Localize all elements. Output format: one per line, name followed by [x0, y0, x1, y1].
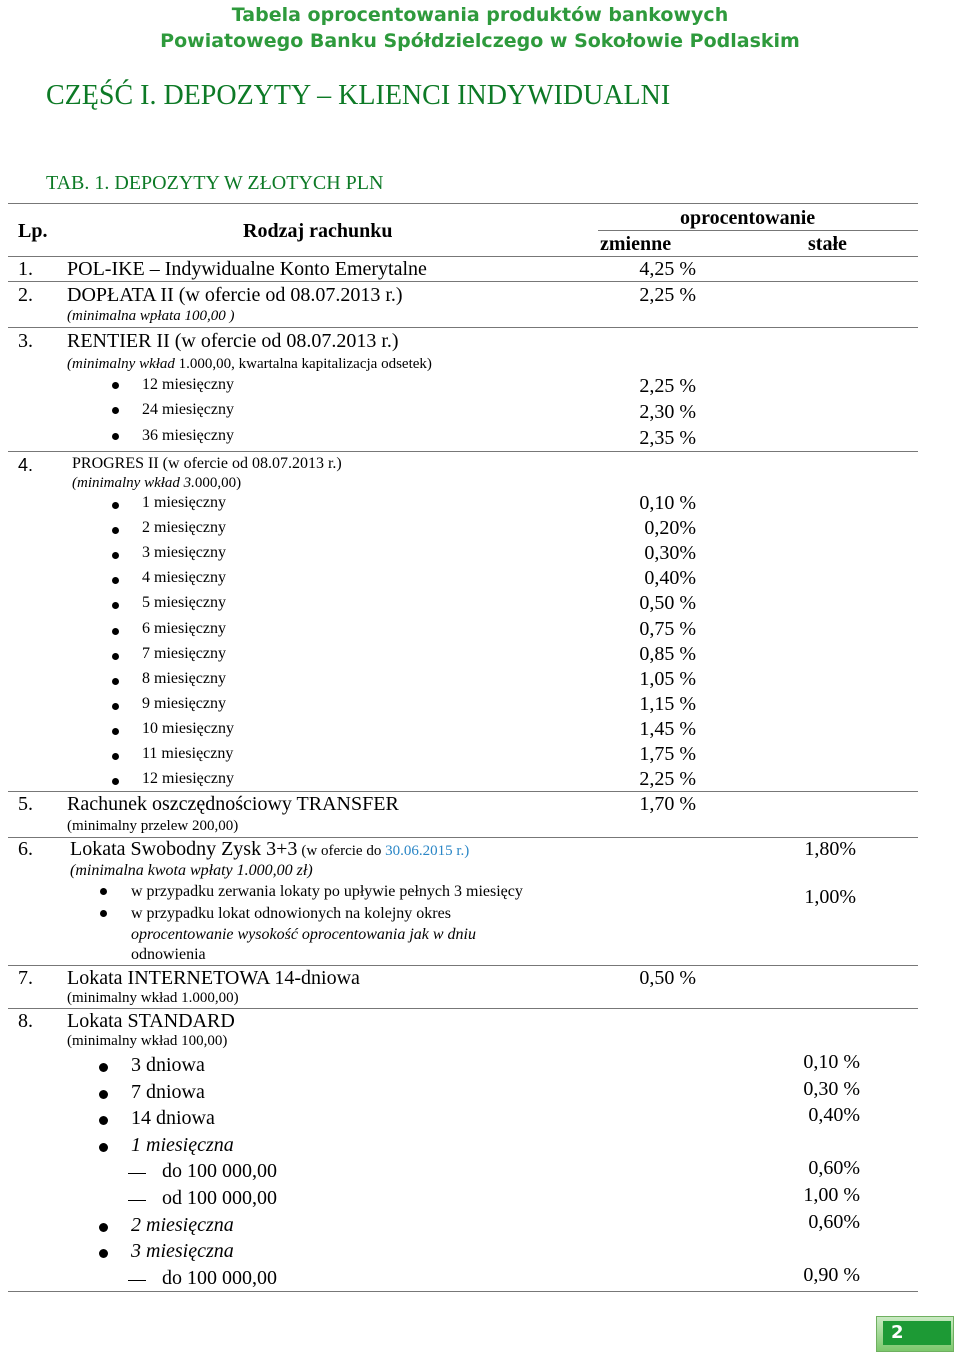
r8-item-label: od 100 000,00: [162, 1187, 277, 1209]
r4-item-label: 2 miesięczny: [142, 519, 226, 537]
bullet-icon: [112, 577, 119, 584]
dash-icon: [128, 1280, 146, 1281]
r4-item-rate: 1,05 %: [639, 667, 696, 690]
row-2-note: (minimalna wpłata 100,00 ): [67, 308, 235, 324]
bullet-icon: [112, 407, 119, 414]
row-3-note: [67, 356, 432, 373]
row-7-rate: 0,50 %: [639, 967, 696, 989]
r8-item-label: 1 miesięczna: [131, 1133, 234, 1156]
bullet-icon: [112, 678, 119, 685]
r8-item-label: do 100 000,00: [162, 1160, 277, 1183]
row-8-note: (minimalny wkład 100,00): [67, 1033, 228, 1049]
row-6-rate: 1,80%: [804, 838, 856, 860]
r3-item-2-rate: 2,30 %: [639, 401, 696, 423]
r4-item-label: 12 miesięczny: [142, 770, 234, 788]
bullet-icon: [112, 728, 119, 735]
row-7-name: Lokata INTERNETOWA 14-dniowa: [67, 967, 360, 989]
dash-icon: [128, 1200, 146, 1201]
r4-item-rate: 1,15 %: [639, 692, 696, 715]
column-type: Rodzaj rachunku: [243, 220, 393, 242]
row-6-bullet-2c: odnowienia: [131, 946, 206, 963]
bullet-icon: [112, 753, 119, 760]
row-3-no: 3.: [18, 330, 33, 352]
row-1-rate: 4,25 %: [639, 258, 696, 280]
row-rule: [8, 451, 918, 452]
r4-item-rate: 0,30%: [644, 542, 696, 565]
row-2-name: DOPŁATA II (w ofercie od 08.07.2013 r.): [67, 284, 403, 306]
bullet-icon: [99, 1143, 108, 1152]
rate-group-rule: [598, 230, 918, 231]
r4-item-rate: 1,45 %: [639, 717, 696, 740]
header-bottom-rule: [8, 256, 918, 257]
row-rule: [8, 1008, 918, 1009]
bullet-icon: [112, 552, 119, 559]
column-fixed: stałe: [808, 233, 847, 255]
row-6-note: (minimalna kwota wpłaty 1.000,00 zł): [70, 862, 313, 879]
dash-icon: [128, 1173, 146, 1174]
r3-item-2-label: 24 miesięczny: [142, 401, 234, 418]
row-2-rate: 2,25 %: [639, 284, 696, 306]
r4-item-rate: 1,75 %: [639, 743, 696, 765]
r8-item-label: 2 miesięczna: [131, 1213, 234, 1236]
document-header-line2: Powiatowego Banku Spółdzielczego w Sokołowie Podlaskim: [160, 30, 800, 52]
r3-item-1-label: 12 miesięczny: [142, 376, 234, 393]
page-number-badge: [876, 1316, 954, 1352]
row-5-name: Rachunek oszczędnościowy TRANSFER: [67, 793, 399, 815]
r4-item-rate: 2,25 %: [639, 768, 696, 791]
bullet-icon: [99, 1063, 108, 1072]
bullet-icon: [99, 1249, 108, 1258]
r8-item-rate: 0,60%: [808, 1210, 860, 1233]
row-4-name: PROGRES II (w ofercie od 08.07.2013 r.): [72, 455, 342, 472]
r8-item-rate: 0,10 %: [803, 1051, 860, 1073]
part-title: CZĘŚĆ I. DEPOZYTY – KLIENCI INDYWIDUALNI: [46, 80, 671, 111]
bullet-icon: [99, 1223, 108, 1232]
r4-item-label: 1 miesięczny: [142, 494, 226, 511]
row-3-name: RENTIER II (w ofercie od 08.07.2013 r.): [67, 330, 399, 352]
r4-item-rate: 0,50 %: [639, 592, 696, 615]
row-4-note-a: (minimalny wkład 3.: [72, 475, 195, 491]
row-rule: [8, 965, 918, 966]
bullet-icon: [99, 1116, 108, 1125]
r4-item-rate: 0,85 %: [639, 642, 696, 665]
bullet-icon: [100, 910, 107, 917]
row-3-note-b: 1.000,00, kwartalna kapitalizacja odsetek): [178, 356, 432, 372]
document-header-line1: Tabela oprocentowania produktów bankowych: [231, 4, 729, 26]
row-5-rate: 1,70 %: [639, 793, 696, 815]
table-top-rule: [8, 203, 918, 204]
bullet-icon: [112, 602, 119, 609]
r8-item-label: do 100 000,00: [162, 1266, 277, 1289]
row-1-no: 1.: [18, 258, 33, 280]
r3-item-1-rate: 2,25 %: [639, 375, 696, 397]
row-6-offer-b: 30.06.2015 r.): [385, 843, 470, 859]
row-4-note-b: 000,00): [194, 475, 242, 491]
table-bottom-rule: [8, 1291, 918, 1292]
r4-item-rate: 0,40%: [644, 567, 696, 590]
row-2-no: 2.: [18, 284, 33, 306]
r8-item-label: 14 dniowa: [131, 1107, 215, 1130]
bullet-icon: [99, 1090, 108, 1099]
bullet-icon: [112, 433, 119, 440]
bullet-icon: [112, 502, 119, 509]
r8-item-label: 7 dniowa: [131, 1080, 205, 1103]
r8-item-label: 3 miesięczna: [131, 1240, 234, 1263]
column-variable: zmienne: [600, 233, 672, 255]
column-rate-group: oprocentowanie: [680, 207, 816, 229]
r8-item-rate: 0,90 %: [803, 1263, 860, 1286]
r8-item-rate: 0,30 %: [803, 1077, 860, 1100]
table-title: TAB. 1. DEPOZYTY W ZŁOTYCH PLN: [46, 172, 384, 194]
r8-item-rate: 1,00 %: [803, 1184, 860, 1206]
r4-item-label: 6 miesięczny: [142, 619, 226, 637]
row-6-bullet-2b: oprocentowanie wysokość oprocentowania jak w dniu: [131, 926, 476, 943]
row-8-no: 8.: [18, 1010, 33, 1032]
row-5-note: (minimalny przelew 200,00): [67, 818, 239, 834]
r4-item-rate: 0,75 %: [639, 617, 696, 640]
row-7-no: 7.: [18, 967, 33, 989]
bullet-icon: [112, 382, 119, 389]
row-6-bullet-1: w przypadku zerwania lokaty po upływie pełnych 3 miesięcy: [131, 883, 523, 900]
r8-item-label: 3 dniowa: [131, 1054, 205, 1076]
row-6-rate-2: 1,00%: [804, 886, 856, 908]
row-3-note-a: (minimalny wkład: [67, 356, 179, 372]
r4-item-label: 3 miesięczny: [142, 544, 226, 562]
bullet-icon: [112, 703, 119, 710]
r4-item-label: 5 miesięczny: [142, 594, 226, 612]
row-6-bullet-2: w przypadku lokat odnowionych na kolejny okres: [131, 905, 451, 922]
row-8-name: Lokata STANDARD: [67, 1010, 235, 1032]
row-6-title: [70, 838, 469, 861]
bullet-icon: [112, 527, 119, 534]
r4-item-label: 7 miesięczny: [142, 644, 226, 662]
row-7-note: (minimalny wkład 1.000,00): [67, 990, 239, 1006]
bullet-icon: [112, 628, 119, 635]
bullet-icon: [112, 778, 119, 785]
page-number: 2: [883, 1321, 951, 1345]
row-6-no: 6.: [18, 838, 33, 860]
row-rule: [8, 281, 918, 282]
row-4-no: 4.: [18, 455, 34, 475]
bullet-icon: [112, 653, 119, 660]
r8-item-rate: 0,40%: [808, 1104, 860, 1127]
row-5-no: 5.: [18, 793, 33, 815]
r4-item-label: 11 miesięczny: [142, 745, 234, 762]
row-6-name: Lokata Swobodny Zysk 3+3: [70, 838, 298, 860]
row-rule: [8, 791, 918, 792]
r4-item-label: 9 miesięczny: [142, 694, 226, 712]
r4-item-rate: 0,20%: [644, 517, 696, 540]
row-1-name: POL-IKE – Indywidualne Konto Emerytalne: [67, 258, 427, 280]
r4-item-label: 4 miesięczny: [142, 569, 226, 587]
row-6-offer-a: (w ofercie do: [301, 843, 386, 859]
r3-item-3-rate: 2,35 %: [639, 427, 696, 449]
r4-item-rate: 0,10 %: [639, 492, 696, 514]
r4-item-label: 8 miesięczny: [142, 669, 226, 687]
column-lp: Lp.: [18, 220, 48, 242]
row-rule: [8, 327, 918, 328]
row-4-note: [72, 475, 241, 492]
r8-item-rate: 0,60%: [808, 1157, 860, 1180]
bullet-icon: [100, 888, 107, 895]
r3-item-3-label: 36 miesięczny: [142, 427, 234, 444]
r4-item-label: 10 miesięczny: [142, 719, 234, 737]
